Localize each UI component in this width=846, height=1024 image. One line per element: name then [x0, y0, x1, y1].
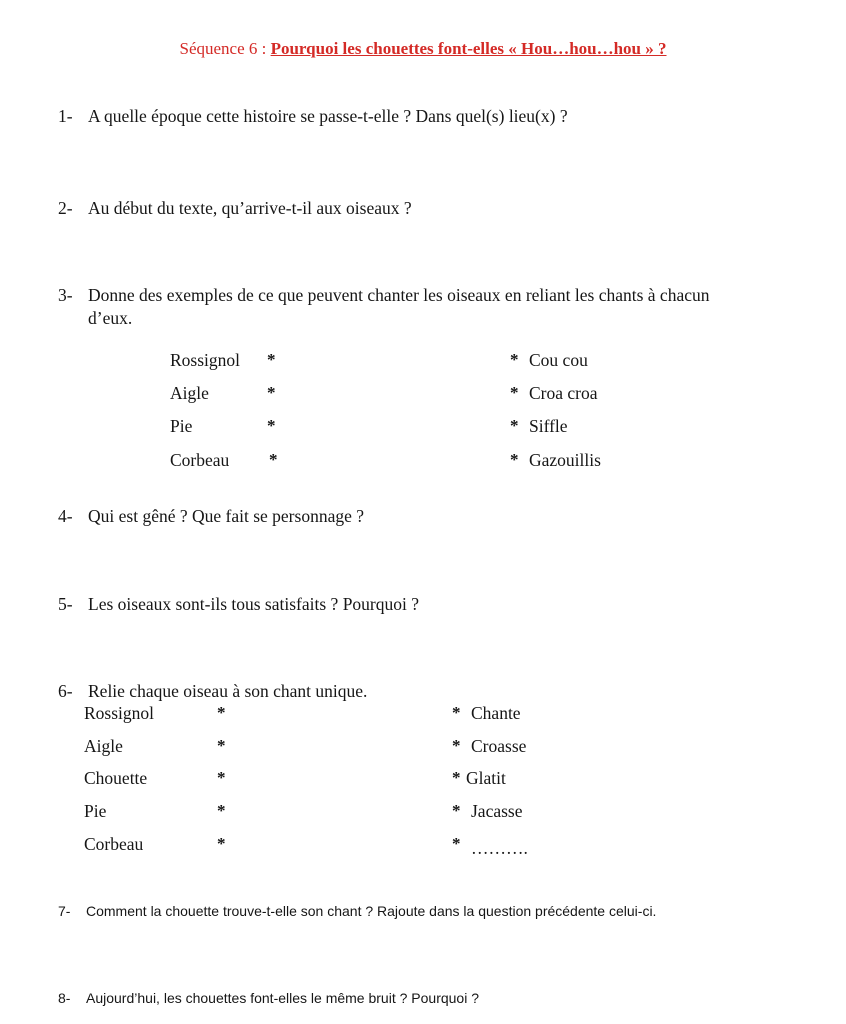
question-number: 6-	[58, 681, 73, 701]
match-bullet[interactable]: *	[217, 834, 226, 853]
match-bullet[interactable]: *	[267, 350, 276, 369]
question-text: Qui est gêné ? Que fait se personnage ?	[88, 506, 365, 526]
song-label: Jacasse	[471, 801, 523, 821]
question-number: 5-	[58, 594, 73, 614]
match-bullet[interactable]: *	[452, 736, 461, 755]
song-label: Croa croa	[529, 383, 598, 403]
question-number: 8-	[58, 990, 71, 1006]
match-bullet[interactable]: *	[452, 703, 461, 722]
match-bullet[interactable]: *	[452, 768, 461, 787]
match-bullet[interactable]: *	[510, 383, 519, 402]
question-5	[58, 594, 419, 615]
question-text: Relie chaque oiseau à son chant unique.	[88, 681, 368, 701]
match-bullet[interactable]: *	[510, 350, 519, 369]
match-bullet[interactable]: *	[217, 801, 226, 820]
question-text: Aujourd’hui, les chouettes font-elles le même bruit ? Pourquoi ?	[86, 990, 479, 1006]
match-bullet[interactable]: *	[217, 703, 226, 722]
title-main: Pourquoi les chouettes font-elles « Hou…hou…hou » ?	[270, 39, 667, 58]
song-blank[interactable]: ……….	[471, 838, 528, 858]
page-title	[0, 39, 846, 59]
question-number: 4-	[58, 506, 73, 526]
bird-label: Corbeau	[170, 450, 230, 470]
match-bullet[interactable]: *	[510, 416, 519, 435]
title-prefix: Séquence 6 :	[179, 39, 271, 58]
match-bullet[interactable]: *	[267, 383, 276, 402]
question-text: Comment la chouette trouve-t-elle son chant ? Rajoute dans la question précédente celui-ci.	[86, 903, 657, 919]
song-label: Chante	[471, 703, 521, 723]
bird-label: Aigle	[84, 736, 123, 756]
match-bullet[interactable]: *	[510, 450, 519, 469]
question-number: 2-	[58, 198, 73, 218]
question-number: 7-	[58, 903, 71, 919]
question-number: 1-	[58, 106, 73, 126]
question-4	[58, 506, 364, 527]
match-bullet[interactable]: *	[267, 416, 276, 435]
question-3	[58, 285, 709, 306]
song-label: Croasse	[471, 736, 527, 756]
bird-label: Rossignol	[170, 350, 241, 370]
question-1	[58, 106, 568, 127]
bird-label: Pie	[84, 801, 107, 821]
song-label: Cou cou	[529, 350, 588, 370]
match-bullet[interactable]: *	[269, 450, 278, 469]
bird-label: Corbeau	[84, 834, 144, 854]
question-text: Au début du texte, qu’arrive-t-il aux oiseaux ?	[88, 198, 412, 218]
question-text: A quelle époque cette histoire se passe-t-elle ? Dans quel(s) lieu(x) ?	[88, 106, 568, 126]
match-bullet[interactable]: *	[452, 834, 461, 853]
match-bullet[interactable]: *	[452, 801, 461, 820]
question-6	[58, 681, 367, 702]
match-bullet[interactable]: *	[217, 736, 226, 755]
question-text: Les oiseaux sont-ils tous satisfaits ? Pourquoi ?	[88, 594, 420, 614]
question-number: 3-	[58, 285, 73, 305]
bird-label: Rossignol	[84, 703, 155, 723]
question-2	[58, 198, 412, 219]
song-label: Gazouillis	[529, 450, 601, 470]
question-7	[58, 903, 656, 919]
bird-label: Aigle	[170, 383, 209, 403]
bird-label: Pie	[170, 416, 193, 436]
question-text: Donne des exemples de ce que peuvent chanter les oiseaux en reliant les chants à chacun	[88, 285, 710, 305]
match-bullet[interactable]: *	[217, 768, 226, 787]
song-label: Glatit	[466, 768, 506, 788]
song-label: Siffle	[529, 416, 568, 436]
question-3-continuation: d’eux.	[88, 308, 133, 328]
question-8	[58, 990, 479, 1006]
bird-label: Chouette	[84, 768, 148, 788]
